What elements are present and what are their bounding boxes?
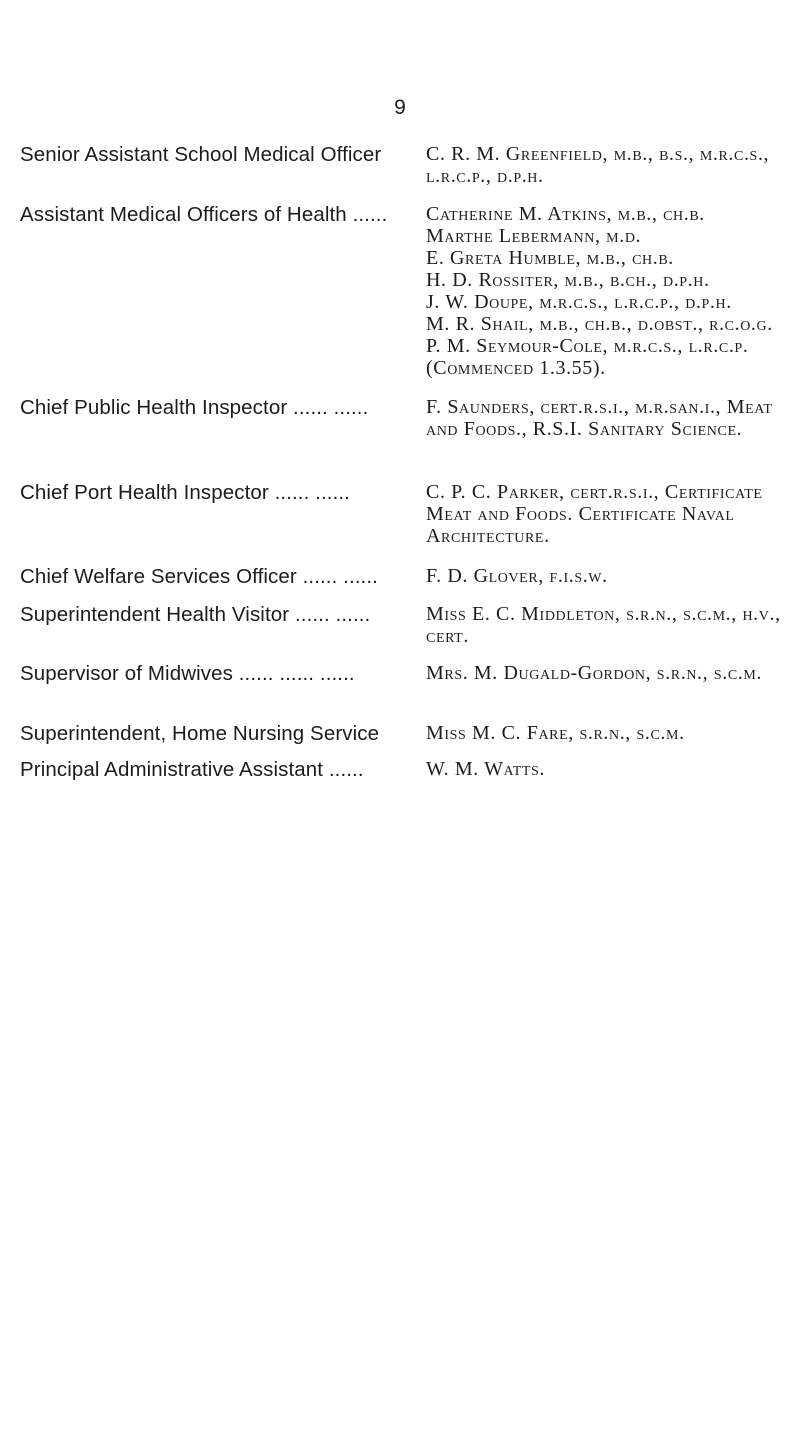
officer-name-line: C. P. C. Parker, cert.r.s.i., Certificate Meat and Foods. Certificate Naval Architecture. — [426, 481, 763, 547]
officer-name — [426, 603, 796, 647]
position-title: Chief Public Health Inspector ...... ...... — [20, 396, 369, 419]
officer-name-line: Mrs. M. Dugald-Gordon, s.r.n., s.c.m. — [426, 662, 763, 684]
officer-name-line: Miss M. C. Fare, s.r.n., s.c.m. — [426, 722, 685, 744]
officer-name — [426, 396, 796, 440]
officer-name-line: P. M. Seymour-Cole, m.r.c.s., l.r.c.p. (Commenced 1.3.55). — [426, 335, 749, 379]
position-title: Supervisor of Midwives ...... ...... ...... — [20, 662, 355, 685]
position-title: Superintendent, Home Nursing Service — [20, 722, 380, 745]
officer-name-line: J. W. Doupe, m.r.c.s., l.r.c.p., d.p.h. — [426, 291, 732, 313]
officer-name — [426, 143, 796, 187]
position-title: Principal Administrative Assistant ...... — [20, 758, 364, 781]
officer-name — [426, 662, 796, 684]
officer-name-line: Miss E. C. Middleton, s.r.n., s.c.m., h.v., cert. — [426, 603, 781, 647]
officer-name — [426, 481, 796, 547]
page-number: 9 — [394, 96, 406, 119]
officer-name-line: M. R. Shail, m.b., ch.b., d.obst., r.c.o.g. — [426, 313, 773, 335]
officer-name-line: E. Greta Humble, m.b., ch.b. — [426, 247, 674, 269]
officer-name-line: Marthe Lebermann, m.d. — [426, 225, 642, 247]
officer-name — [426, 722, 796, 744]
officer-name-line: C. R. M. Greenfield, m.b., b.s., m.r.c.s., l.r.c.p., d.p.h. — [426, 143, 770, 187]
position-title: Chief Welfare Services Officer ...... ...... — [20, 565, 378, 588]
officer-name — [426, 565, 796, 587]
officer-name-line: F. Saunders, cert.r.s.i., m.r.san.i., Meat and Foods., R.S.I. Sanitary Science. — [426, 396, 773, 440]
officer-name — [426, 758, 796, 780]
position-title: Superintendent Health Visitor ...... ...... — [20, 603, 371, 626]
officer-name-list — [426, 203, 796, 379]
officer-name-line: H. D. Rossiter, m.b., b.ch., d.p.h. — [426, 269, 710, 291]
position-title: Assistant Medical Officers of Health ...... — [20, 203, 388, 226]
officer-name-line: F. D. Glover, f.i.s.w. — [426, 565, 608, 587]
position-title: Chief Port Health Inspector ...... ...... — [20, 481, 350, 504]
position-title: Senior Assistant School Medical Officer — [20, 143, 382, 166]
officer-name-line: W. M. Watts. — [426, 758, 545, 780]
officer-name-line: Catherine M. Atkins, m.b., ch.b. — [426, 203, 705, 225]
